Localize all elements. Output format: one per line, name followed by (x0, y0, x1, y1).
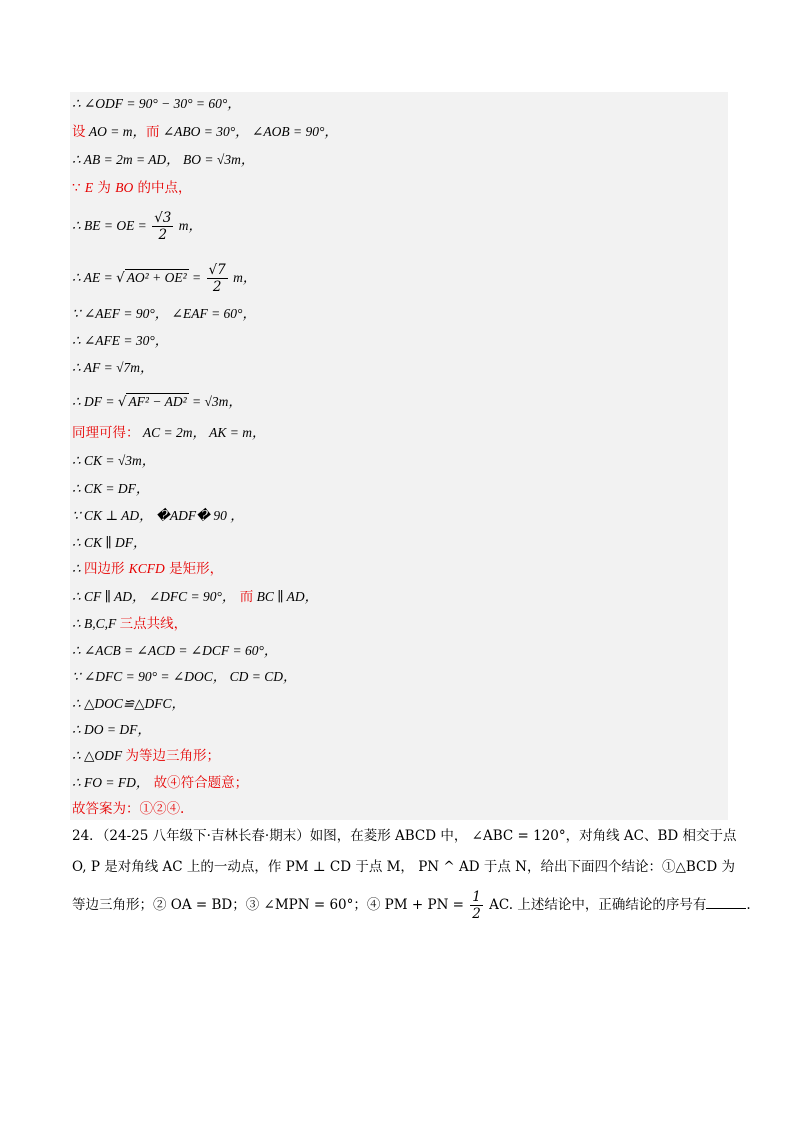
solution-line-21: ∴ △DOC≌△DFC， (72, 696, 186, 711)
answer-blank[interactable] (706, 896, 746, 909)
question-24-line-2: O, P 是对角线 AC 上的一动点，作 PM ⊥ CD 于点 M， PN ^ AD 于点 N，给出下面四个结论：①△BCD 为 (72, 859, 735, 875)
solution-line-2: 设 AO = m，而 ∠ABO = 30°， ∠AOB = 90°， (72, 124, 338, 140)
solution-line-5: ∴ BE = OE = $\frac{√3}{2}$ m， (72, 210, 203, 243)
solution-line-7: ∵ ∠AEF = 90°， ∠EAF = 60°， (72, 306, 256, 321)
fraction: $\frac{1}{2}$ (472, 889, 481, 922)
solution-line-13: ∴ CK = DF， (72, 481, 150, 496)
solution-answer: 故答案为：①②④. (72, 801, 185, 817)
solution-line-10: ∴ DF = √ AF² − AD² = √3m， (72, 394, 242, 410)
solution-line-23: ∴ △ODF 为等边三角形； (72, 748, 220, 764)
solution-line-24: ∴ FO = FD， 故④符合题意； (72, 775, 249, 791)
solution-line-17: ∴ CF ∥ AD， ∠DFC = 90°， 而 BC ∥ AD， (72, 589, 319, 605)
solution-line-9: ∴ AF = √7m， (72, 360, 154, 375)
question-24-line-1: 24．（24-25 八年级下·吉林长春·期末）如图，在菱形 ABCD 中， ∠ABC = 120°，对角线 AC、BD 相交于点 (72, 828, 737, 844)
solution-line-22: ∴ DO = DF， (72, 722, 151, 737)
fraction: $\frac{√7}{2}$ (208, 262, 226, 295)
fraction: $\frac{√3}{2}$ (154, 210, 172, 243)
solution-line-19: ∴ ∠ACB = ∠ACD = ∠DCF = 60°， (72, 643, 278, 658)
solution-line-16: ∴ 四边形 KCFD 是矩形， (72, 561, 224, 577)
question-24-line-3: 等边三角形；② OA = BD；③ ∠MPN = 60°；④ PM + PN = $\frac{1}{2}$ AC. 上述结论中，正确结论的序号有 . (72, 889, 751, 922)
solution-line-8: ∴ ∠AFE = 30°， (72, 333, 169, 348)
solution-line-3: ∴ AB = 2m = AD， BO = √3m， (72, 152, 255, 167)
solution-line-6: ∴ AE = √ AO² + OE² = $\frac{√7}{2}$ m， (72, 262, 257, 295)
solution-line-18: ∴ B,C,F 三点共线， (72, 616, 188, 632)
solution-line-11: 同理可得： AC = 2m， AK = m， (72, 425, 266, 441)
solution-line-15: ∴ CK ∥ DF， (72, 535, 147, 550)
solution-line-20: ∵ ∠DFC = 90° = ∠DOC， CD = CD， (72, 669, 297, 684)
solution-line-14: ∵ CK ⊥ AD， �ADF� 90 ， (72, 508, 244, 523)
solution-line-1: ∴ ∠ODF = 90° − 30° = 60°， (72, 96, 241, 111)
solution-line-12: ∴ CK = √3m， (72, 453, 156, 468)
solution-line-4: ∵ E 为 BO 的中点， (72, 180, 192, 196)
